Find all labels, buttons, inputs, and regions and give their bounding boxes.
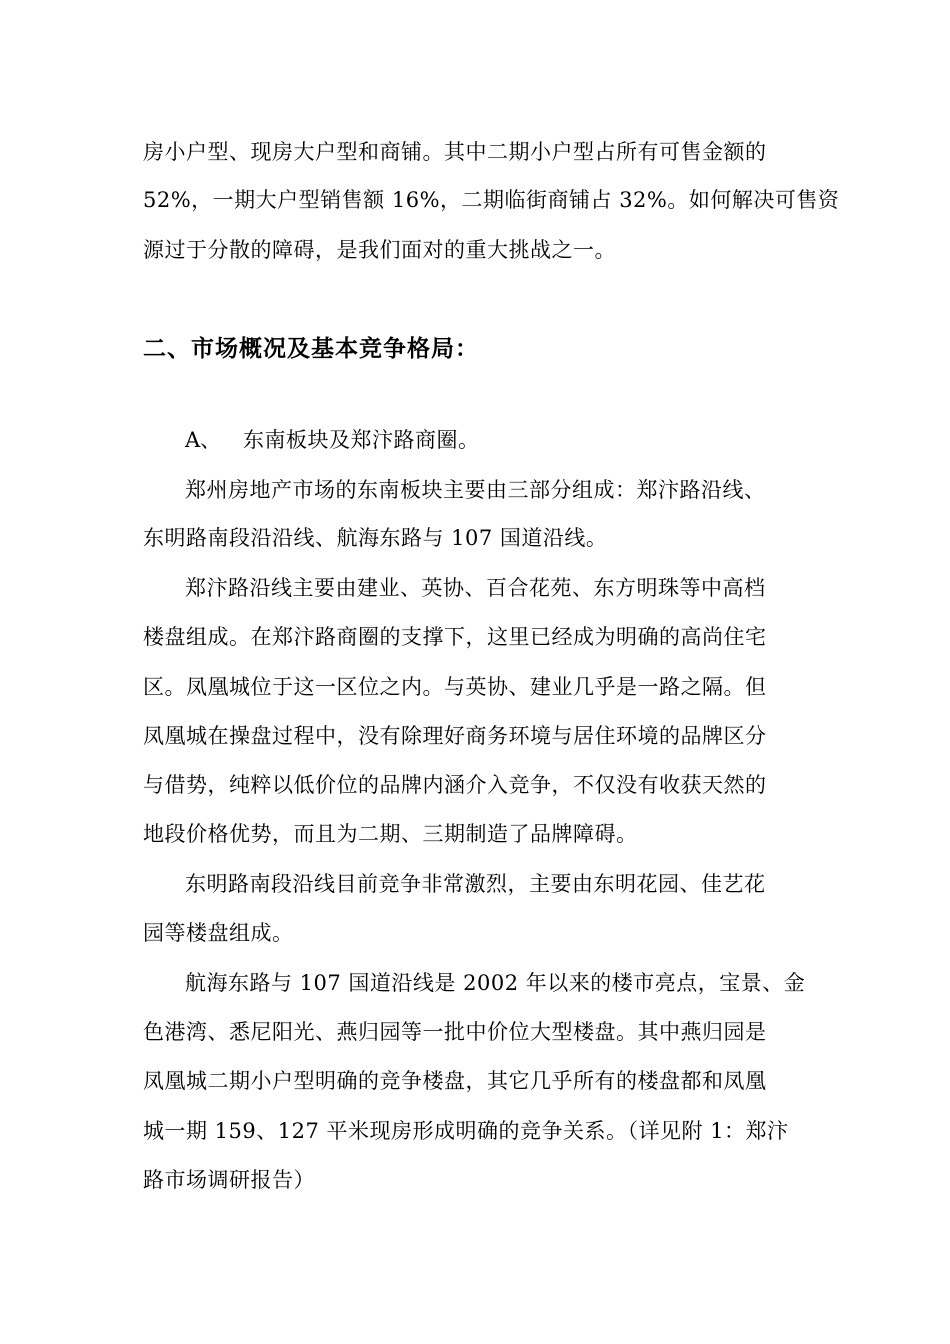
paragraph-line: 凤凰城二期小户型明确的竞争楼盘，其它几乎所有的楼盘都和凤凰 (143, 1069, 767, 1093)
intro-line-2: 52%，一期大户型销售额 16%，二期临街商铺占 32%。如何解决可售资 (143, 188, 840, 212)
paragraph-line: 楼盘组成。在郑汴路商圈的支撑下，这里已经成为明确的高尚住宅 (143, 625, 767, 649)
paragraph-line: 郑汴路沿线主要由建业、英协、百合花苑、东方明珠等中高档 (185, 576, 766, 600)
paragraph-line: 色港湾、悉尼阳光、燕归园等一批中价位大型楼盘。其中燕归园是 (143, 1020, 767, 1044)
intro-line-1: 房小户型、现房大户型和商铺。其中二期小户型占所有可售金额的 (143, 140, 767, 164)
paragraph-line: 城一期 159、127 平米现房形成明确的竞争关系。（详见附 1：郑汴 (143, 1119, 789, 1143)
paragraph-line: 航海东路与 107 国道沿线是 2002 年以来的楼市亮点，宝景、金 (185, 971, 806, 995)
intro-line-3: 源过于分散的障碍，是我们面对的重大挑战之一。 (143, 238, 616, 262)
subsection-label: A、 (185, 428, 222, 452)
paragraph-line: 区。凤凰城位于这一区位之内。与英协、建业几乎是一路之隔。但 (143, 675, 767, 699)
paragraph-line: 凤凰城在操盘过程中，没有除理好商务环境与居住环境的品牌区分 (143, 724, 767, 748)
paragraph-line: 与借势，纯粹以低价位的品牌内涵介入竞争，不仅没有收获天然的 (143, 773, 767, 797)
paragraph-line: 东明路南段沿沿线、航海东路与 107 国道沿线。 (143, 526, 608, 550)
section-heading: 二、市场概况及基本竞争格局： (143, 336, 479, 362)
paragraph-line: 园等楼盘组成。 (143, 921, 294, 945)
paragraph-line: 郑州房地产市场的东南板块主要由三部分组成：郑汴路沿线、 (185, 478, 766, 502)
subsection-title: 东南板块及郑汴路商圈。 (243, 428, 480, 452)
paragraph-line: 地段价格优势，而且为二期、三期制造了品牌障碍。 (143, 822, 638, 846)
paragraph-line: 路市场调研报告） (143, 1168, 315, 1192)
paragraph-line: 东明路南段沿线目前竞争非常激烈，主要由东明花园、佳艺花 (185, 872, 766, 896)
